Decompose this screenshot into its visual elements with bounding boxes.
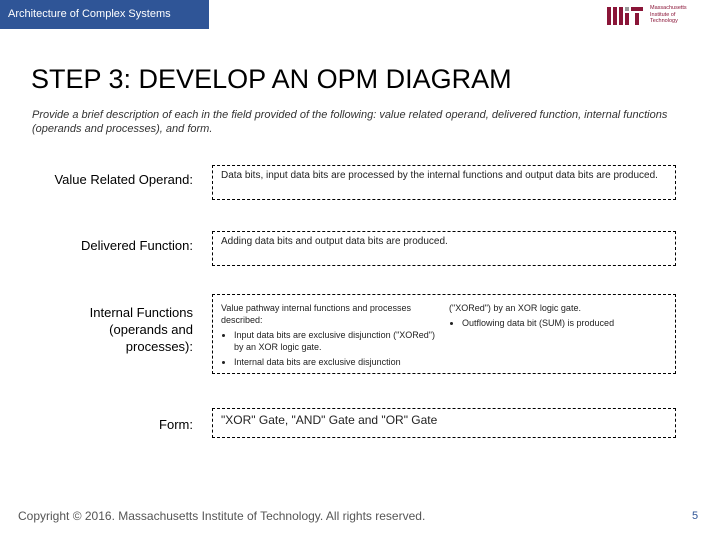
mit-logo-text: Massachusetts Institute of Technology bbox=[650, 5, 687, 24]
internal-functions-left-column bbox=[221, 302, 446, 368]
delivered-function-field[interactable] bbox=[212, 231, 676, 266]
value-operand-label: Value Related Operand: bbox=[54, 172, 193, 187]
internal-functions-right-column bbox=[449, 302, 669, 329]
copyright-footer: Copyright © 2016. Massachusetts Institute of Technology. All rights reserved. bbox=[18, 509, 426, 523]
internal-functions-left-list bbox=[221, 329, 446, 368]
page-number: 5 bbox=[692, 510, 699, 522]
internal-functions-label: Internal Functions (operands and processes): bbox=[89, 305, 193, 354]
internal-functions-intro: Value pathway internal functions and processes described: bbox=[221, 303, 411, 325]
delivered-function-label: Delivered Function: bbox=[81, 238, 193, 253]
value-operand-text: Data bits, input data bits are processed by the internal functions and output data bits are produced. bbox=[221, 170, 658, 181]
mit-logo-mark-icon bbox=[607, 5, 647, 27]
list-item: • Internal data bits are exclusive disjunction bbox=[234, 356, 446, 368]
list-item: • Outflowing data bit (SUM) is produced bbox=[462, 317, 669, 329]
course-title-banner: Architecture of Complex Systems bbox=[0, 0, 209, 29]
instructions: Provide a brief description of each in the field provided of the following: value related operand, delivered function, internal functions (operands and processes), and form. bbox=[32, 109, 668, 135]
page-title: STEP 3: DEVELOP AN OPM DIAGRAM bbox=[31, 64, 512, 94]
internal-functions-right-list bbox=[449, 317, 669, 329]
form-field[interactable] bbox=[212, 408, 676, 438]
form-label: Form: bbox=[159, 417, 193, 432]
form-text: "XOR" Gate, "AND" Gate and "OR" Gate bbox=[221, 413, 438, 427]
delivered-function-text: Adding data bits and output data bits are produced. bbox=[221, 236, 448, 247]
value-operand-field[interactable] bbox=[212, 165, 676, 200]
internal-functions-field[interactable] bbox=[212, 294, 676, 374]
internal-functions-continued-line: ("XORed") by an XOR logic gate. bbox=[449, 303, 581, 313]
mit-logo bbox=[607, 5, 697, 29]
list-item: • Input data bits are exclusive disjunction ("XORed") by an XOR logic gate. bbox=[234, 329, 446, 353]
